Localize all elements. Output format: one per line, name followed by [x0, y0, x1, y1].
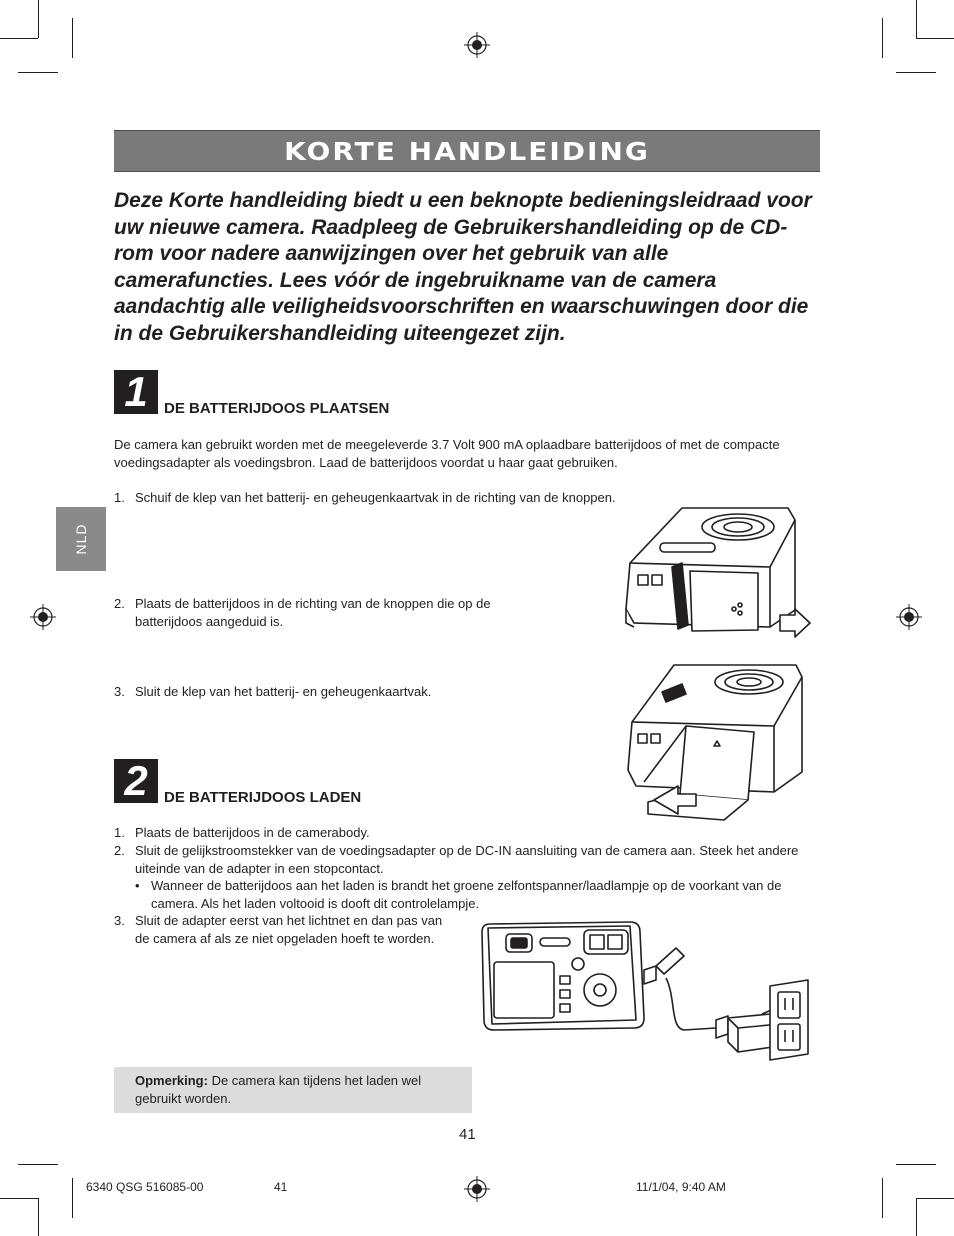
camera-charging-illustration — [480, 918, 812, 1064]
note-text — [135, 1072, 460, 1107]
crop-mark — [38, 1198, 39, 1236]
page-title-bar — [114, 130, 820, 172]
note-body: De camera kan tijdens het laden wel gebruikt worden. — [135, 1073, 422, 1106]
crop-mark — [0, 38, 38, 39]
crop-mark — [72, 18, 73, 58]
language-tab-label: NLD — [73, 523, 89, 555]
step-text: Plaats de batterijdoos in de richting van de knoppen die op de batterijdoos aangeduid is. — [135, 596, 491, 629]
step-number: 2. — [114, 843, 125, 858]
intro-paragraph: Deze Korte handleiding biedt u een beknopte bedieningsleidraad voor uw nieuwe camera. Raadpleeg de Gebruikershandleiding op de CD-rom voor nadere aanwijzingen over het gebruik van alle camerafuncties. Lees vóór de ingebruikname van de camera aandachtig alle veiligheidsvoorschriften en waarschuwingen door die in de Gebruikershandleiding uiteengezet zijn. — [114, 189, 812, 345]
footer-timestamp: 11/1/04, 9:40 AM — [636, 1180, 726, 1194]
section-2-step — [114, 912, 459, 966]
note-box — [114, 1067, 472, 1113]
crop-mark — [18, 72, 58, 73]
step-number: 2. — [114, 596, 125, 611]
section-1-number: 1 — [114, 370, 158, 414]
section-2-step — [114, 842, 814, 878]
crop-mark — [916, 1198, 917, 1236]
crop-mark — [896, 1164, 936, 1165]
crop-mark — [882, 1178, 883, 1218]
step-number: 1. — [114, 825, 125, 840]
section-2-number: 2 — [114, 759, 158, 803]
bullet-marker: • — [135, 878, 140, 893]
bullet-text: Wanneer de batterijdoos aan het laden is brandt het groene zelfontspanner/laadlampje op de voorkant van de camera. Als het laden voltooid is dooft dit controlelampje. — [151, 878, 782, 911]
page-title: KORTE HANDLEIDING — [284, 136, 650, 166]
step-text: Plaats de batterijdoos in de camerabody. — [135, 825, 370, 840]
footer-page: 41 — [274, 1180, 288, 1194]
crop-mark — [916, 0, 917, 38]
registration-mark-icon — [30, 604, 56, 630]
step-number: 3. — [114, 684, 125, 699]
camera-open-door-illustration — [620, 505, 815, 645]
section-2-heading: DE BATTERIJDOOS LADEN — [164, 789, 362, 806]
section-2-step — [114, 824, 714, 842]
note-label: Opmerking: — [135, 1073, 208, 1088]
camera-insert-battery-illustration — [624, 662, 804, 827]
step-text: Sluit de klep van het batterij- en geheugenkaartvak. — [135, 684, 432, 699]
language-tab — [56, 507, 106, 571]
crop-mark — [916, 38, 954, 39]
crop-mark — [18, 1164, 58, 1165]
crop-mark — [916, 1198, 954, 1199]
step-text: Schuif de klep van het batterij- en geheugenkaartvak in de richting van de knoppen. — [135, 490, 616, 505]
crop-mark — [882, 18, 883, 58]
footer-job-code: 6340 QSG 516085-00 — [86, 1180, 204, 1194]
crop-mark — [38, 0, 39, 38]
section-1-body: De camera kan gebruikt worden met de meegeleverde 3.7 Volt 900 mA oplaadbare batterijdoos of met de compacte voedingsadapter als voedingsbron. Laad de batterijdoos voordat u haar gaat gebruiken. — [114, 437, 780, 470]
step-number: 1. — [114, 490, 125, 505]
page-number: 41 — [459, 1126, 476, 1143]
section-1-heading: DE BATTERIJDOOS PLAATSEN — [164, 400, 390, 417]
registration-mark-icon — [896, 604, 922, 630]
crop-mark — [0, 1198, 38, 1199]
step-text: Sluit de gelijkstroomstekker van de voedingsadapter op de DC-IN aansluiting van de camera aan. Steek het andere uiteinde van de adapter in een stopcontact. — [135, 843, 799, 876]
crop-mark — [72, 1178, 73, 1218]
section-1-step — [114, 595, 554, 631]
step-text: Sluit de adapter eerst van het lichtnet en dan pas van de camera af als ze niet opgeladen hoeft te worden. — [135, 913, 443, 946]
section-1-step — [114, 683, 554, 701]
section-2-bullet — [135, 877, 815, 913]
step-number: 3. — [114, 913, 125, 928]
crop-mark — [896, 72, 936, 73]
registration-mark-icon — [464, 1176, 490, 1202]
registration-mark-icon — [464, 32, 490, 58]
